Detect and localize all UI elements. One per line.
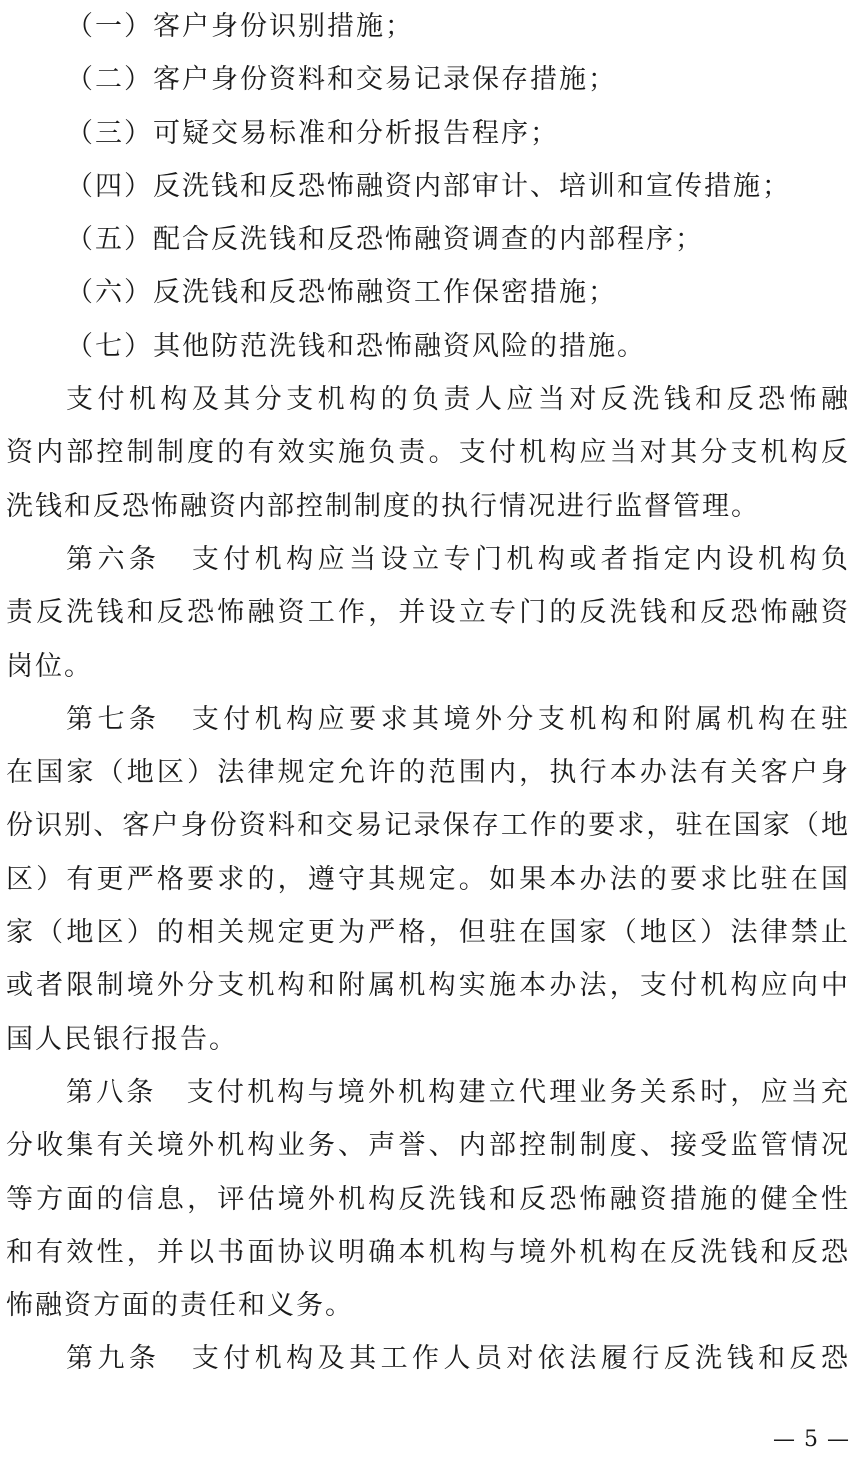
- text-line: 怖融资方面的责任和义务。: [6, 1290, 354, 1322]
- text-line: 或者限制境外分支机构和附属机构实施本办法，支付机构应向中: [6, 970, 850, 1002]
- text-line: 国人民银行报告。: [6, 1023, 238, 1055]
- text-line: （一）客户身份识别措施；: [66, 11, 414, 42]
- text-line: 区）有更严格要求的，遵守其规定。如果本办法的要求比驻在国: [6, 863, 850, 895]
- text-line: 在国家（地区）法律规定允许的范围内，执行本办法有关客户身: [6, 757, 850, 789]
- text-line: 资内部控制制度的有效实施负责。支付机构应当对其分支机构反: [6, 437, 850, 469]
- text-line: 第六条 支付机构应当设立专门机构或者指定内设机构负: [66, 543, 850, 575]
- text-line: 洗钱和反恐怖融资内部控制制度的执行情况进行监督管理。: [6, 490, 760, 522]
- text-line: 等方面的信息，评估境外机构反洗钱和反恐怖融资措施的健全性: [6, 1183, 850, 1215]
- text-line: 岗位。: [6, 650, 93, 682]
- text-line: 分收集有关境外机构业务、声誉、内部控制制度、接受监管情况: [6, 1130, 850, 1162]
- text-line: （五）配合反洗钱和反恐怖融资调查的内部程序；: [66, 224, 704, 256]
- text-line: 支付机构及其分支机构的负责人应当对反洗钱和反恐怖融: [66, 384, 850, 416]
- document-body: [6, 0, 850, 1386]
- text-line: 和有效性，并以书面协议明确本机构与境外机构在反洗钱和反恐: [6, 1236, 850, 1268]
- text-line: （四）反洗钱和反恐怖融资内部审计、培训和宣传措施；: [66, 170, 791, 202]
- text-line: 份识别、客户身份资料和交易记录保存工作的要求，驻在国家（地: [6, 810, 850, 842]
- text-line: （二）客户身份资料和交易记录保存措施；: [66, 64, 617, 96]
- text-line: （六）反洗钱和反恐怖融资工作保密措施；: [66, 277, 617, 309]
- text-line: 责反洗钱和反恐怖融资工作，并设立专门的反洗钱和反恐怖融资: [6, 597, 850, 629]
- text-line: 第九条 支付机构及其工作人员对依法履行反洗钱和反恐: [66, 1343, 850, 1375]
- text-line: 第七条 支付机构应要求其境外分支机构和附属机构在驻: [66, 703, 850, 735]
- text-line: 第八条 支付机构与境外机构建立代理业务关系时，应当充: [66, 1076, 850, 1108]
- text-line: （七）其他防范洗钱和恐怖融资风险的措施。: [66, 330, 646, 362]
- page-number: — 5 —: [773, 1427, 850, 1452]
- text-line: 家（地区）的相关规定更为严格，但驻在国家（地区）法律禁止: [6, 917, 850, 949]
- text-line: （三）可疑交易标准和分析报告程序；: [66, 117, 559, 149]
